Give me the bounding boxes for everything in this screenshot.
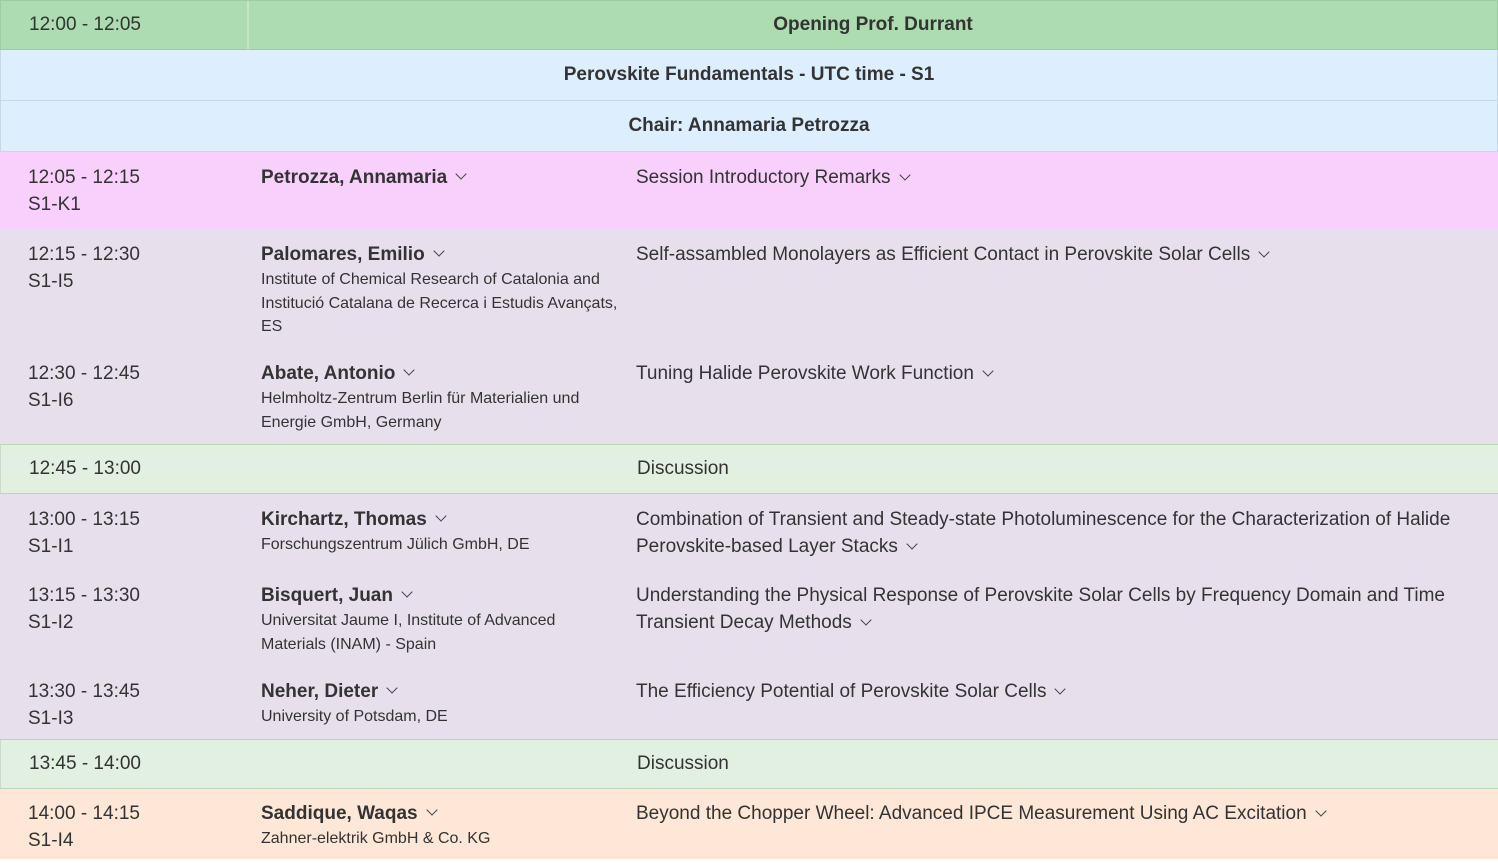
- talk-time: 13:00 - 13:15: [28, 509, 140, 530]
- talk-time: 12:15 - 12:30: [28, 244, 140, 265]
- speaker-name-toggle[interactable]: [261, 164, 465, 191]
- talk-title: Session Introductory Remarks: [636, 167, 891, 188]
- discussion-time: 13:45 - 14:00: [29, 753, 141, 774]
- speaker-affiliation: Universitat Jaume I, Institute of Advanced Materials (INAM) - Spain: [261, 612, 556, 653]
- talk-code: S1-I3: [28, 708, 74, 729]
- chevron-down-icon: [433, 245, 444, 256]
- speaker-block: [261, 678, 621, 729]
- discussion-time: 12:45 - 13:00: [29, 458, 141, 479]
- speaker-name-toggle[interactable]: [261, 800, 436, 827]
- speaker-name: Saddique, Waqas: [261, 803, 418, 824]
- chevron-down-icon: [404, 364, 415, 375]
- discussion-label: Discussion: [637, 753, 729, 774]
- talk-time: 12:05 - 12:15: [28, 167, 140, 188]
- speaker-name: Palomares, Emilio: [261, 244, 425, 265]
- speaker-name-toggle[interactable]: [261, 360, 413, 387]
- chevron-down-icon: [860, 614, 871, 625]
- talk-time-block: [28, 506, 140, 560]
- talk-code: S1-I2: [28, 612, 74, 633]
- speaker-block: [261, 582, 621, 656]
- talk-code: S1-I6: [28, 390, 74, 411]
- talk-title-toggle[interactable]: [636, 800, 1462, 827]
- speaker-name-toggle[interactable]: [261, 506, 445, 533]
- talk-time-block: [28, 241, 140, 295]
- speaker-name-toggle[interactable]: [261, 678, 396, 705]
- talk-title-toggle[interactable]: [636, 360, 1462, 387]
- talk-time-block: [28, 800, 140, 854]
- talk-code: S1-I1: [28, 536, 74, 557]
- discussion-row: [0, 739, 1498, 789]
- opening-row: [0, 0, 1498, 50]
- talk-row: [0, 494, 1498, 570]
- talk-time: 14:00 - 14:15: [28, 803, 140, 824]
- speaker-name-toggle[interactable]: [261, 241, 443, 268]
- talk-time-block: [28, 582, 140, 636]
- talk-code: S1-I4: [28, 830, 74, 851]
- talk-title: The Efficiency Potential of Perovskite Solar Cells: [636, 681, 1047, 702]
- talk-code: S1-K1: [28, 194, 81, 215]
- speaker-block: [261, 241, 621, 339]
- talk-title-toggle[interactable]: [636, 582, 1462, 636]
- talk-title: Beyond the Chopper Wheel: Advanced IPCE Measurement Using AC Excitation: [636, 803, 1307, 824]
- talk-code: S1-I5: [28, 271, 74, 292]
- talk-title: Tuning Halide Perovskite Work Function: [636, 363, 974, 384]
- talk-title: Combination of Transient and Steady-state Photoluminescence for the Characterization of Halide Perovskite-based Layer Stacks: [636, 509, 1451, 557]
- speaker-name: Kirchartz, Thomas: [261, 509, 427, 530]
- chevron-down-icon: [387, 682, 398, 693]
- talk-title-toggle[interactable]: [636, 506, 1462, 560]
- chevron-down-icon: [982, 365, 993, 376]
- talk-time: 13:30 - 13:45: [28, 681, 140, 702]
- speaker-affiliation: Zahner-elektrik GmbH & Co. KG: [261, 830, 491, 847]
- speaker-block: [261, 164, 621, 191]
- speaker-name: Abate, Antonio: [261, 363, 396, 384]
- talk-title-toggle[interactable]: [636, 678, 1462, 705]
- speaker-name: Neher, Dieter: [261, 681, 379, 702]
- talk-title-toggle[interactable]: [636, 241, 1462, 268]
- session-chair: Chair: Annamaria Petrozza: [0, 101, 1498, 152]
- speaker-affiliation: Forschungszentrum Jülich GmbH, DE: [261, 536, 530, 553]
- chevron-down-icon: [456, 168, 467, 179]
- talk-time-block: [28, 164, 140, 218]
- session-title: Perovskite Fundamentals - UTC time - S1: [0, 50, 1498, 101]
- speaker-block: [261, 360, 621, 434]
- opening-time: 12:00 - 12:05: [1, 1, 249, 49]
- opening-title: Opening Prof. Durrant: [773, 14, 973, 35]
- chevron-down-icon: [906, 538, 917, 549]
- talk-title: Understanding the Physical Response of Perovskite Solar Cells by Frequency Domain and Time Transient Decay Methods: [636, 585, 1445, 633]
- talk-time: 12:30 - 12:45: [28, 363, 140, 384]
- discussion-row: [0, 444, 1498, 494]
- speaker-name-toggle[interactable]: [261, 582, 411, 609]
- chevron-down-icon: [1315, 805, 1326, 816]
- talk-title-toggle[interactable]: [636, 164, 1462, 191]
- talk-row: [0, 348, 1498, 444]
- discussion-label: Discussion: [637, 458, 729, 479]
- speaker-name: Bisquert, Juan: [261, 585, 393, 606]
- chevron-down-icon: [1055, 683, 1066, 694]
- talk-row: [0, 229, 1498, 348]
- talk-row: [0, 789, 1498, 859]
- chevron-down-icon: [1259, 246, 1270, 257]
- speaker-affiliation: University of Potsdam, DE: [261, 708, 448, 725]
- chevron-down-icon: [426, 804, 437, 815]
- talk-time-block: [28, 678, 140, 732]
- speaker-name: Petrozza, Annamaria: [261, 167, 448, 188]
- talk-title: Self-assambled Monolayers as Efficient Contact in Perovskite Solar Cells: [636, 244, 1251, 265]
- chevron-down-icon: [899, 169, 910, 180]
- speaker-affiliation: Helmholtz-Zentrum Berlin für Materialien und Energie GmbH, Germany: [261, 390, 580, 431]
- talk-time-block: [28, 360, 140, 414]
- speaker-block: [261, 800, 621, 851]
- speaker-block: [261, 506, 621, 557]
- chevron-down-icon: [401, 586, 412, 597]
- talk-time: 13:15 - 13:30: [28, 585, 140, 606]
- speaker-affiliation: Institute of Chemical Research of Catalonia and Institució Catalana de Recerca i Estudis Avançats, ES: [261, 271, 618, 335]
- talk-row: [0, 666, 1498, 739]
- talk-row: [0, 152, 1498, 229]
- talk-row: [0, 570, 1498, 666]
- chevron-down-icon: [435, 510, 446, 521]
